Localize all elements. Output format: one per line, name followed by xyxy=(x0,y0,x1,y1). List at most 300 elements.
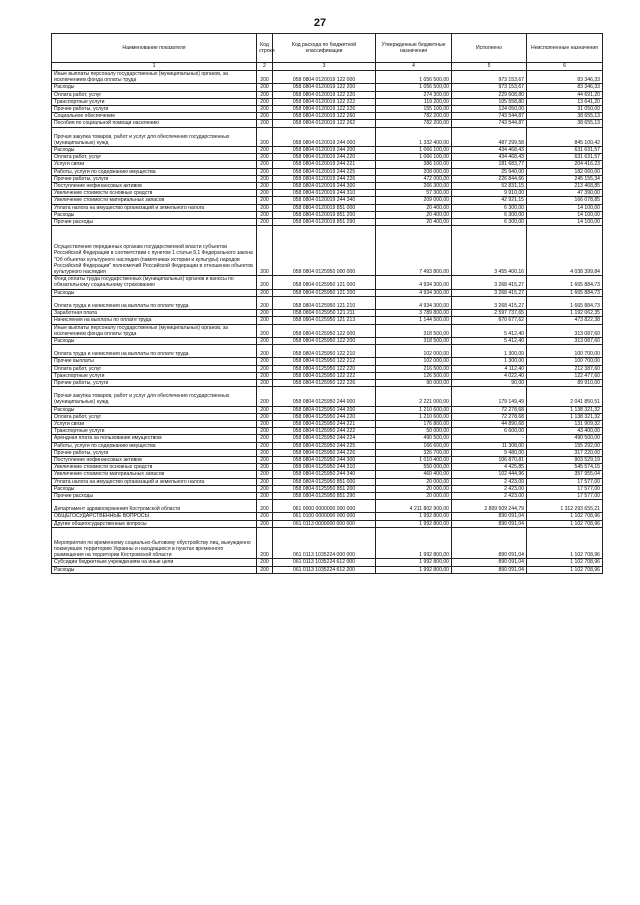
row-unexecuted: 213 468,85 xyxy=(527,183,603,190)
column-number: 2 xyxy=(257,63,273,71)
row-executed: 743 544,87 xyxy=(452,120,527,127)
row-classification-code: 058 0804 0120019 122 222 xyxy=(273,98,376,105)
row-name: Уплата налога на имущество организаций и земельного налога xyxy=(52,204,257,211)
row-classification-code: 058 0804 0120019 244 310 xyxy=(273,190,376,197)
row-name xyxy=(52,387,257,406)
row-executed: 3 455 400,16 xyxy=(452,226,527,276)
row-name: Расходы xyxy=(52,337,257,344)
row-classification-code: 058 0804 0125950 244 226 xyxy=(273,449,376,456)
row-approved: 782 200,00 xyxy=(376,120,452,127)
row-name-text: Департамент здравоохранения Костромской области xyxy=(54,506,181,513)
row-approved: 1 066 100,00 xyxy=(376,154,452,161)
column-number: 1 xyxy=(52,63,257,71)
table-row xyxy=(52,345,603,358)
row-executed: 2 899 509 244,79 xyxy=(452,500,527,513)
row-executed: 434 468,43 xyxy=(452,147,527,154)
row-classification-code: 058 0804 0125950 244 221 xyxy=(273,420,376,427)
row-classification-code: 058 0804 0125950 244 340 xyxy=(273,471,376,478)
row-name xyxy=(52,127,257,146)
row-classification-code: 058 0804 0120019 244 221 xyxy=(273,161,376,168)
row-executed: 2 423,00 xyxy=(452,478,527,485)
table-row xyxy=(52,324,603,337)
table-row xyxy=(52,387,603,406)
table-row xyxy=(52,520,603,527)
row-name: Расходы xyxy=(52,406,257,413)
row-classification-code: 058 0804 0125950 851 290 xyxy=(273,492,376,499)
row-classification-code: 061 0113 1035224 612 200 xyxy=(273,566,376,573)
row-approved: 57 300,00 xyxy=(376,190,452,197)
row-line-code: 200 xyxy=(257,91,273,98)
row-executed: 1 300,00 xyxy=(452,345,527,358)
row-classification-code: 058 0804 0125950 122 222 xyxy=(273,372,376,379)
row-line-code: 200 xyxy=(257,190,273,197)
row-line-code: 200 xyxy=(257,168,273,175)
row-unexecuted: 490 500,00 xyxy=(527,435,603,442)
row-name-text: Прочая закупка товаров, работ и услуг для обеспечения государственных (муниципальных) нужд xyxy=(54,393,230,406)
row-name: Увеличение стоимости основных средств xyxy=(52,464,257,471)
row-line-code: 200 xyxy=(257,485,273,492)
row-classification-code: 058 0804 0120019 244 340 xyxy=(273,197,376,204)
row-line-code: 200 xyxy=(257,161,273,168)
row-name: Расходы xyxy=(52,566,257,573)
row-unexecuted: 1 102 708,96 xyxy=(527,566,603,573)
row-classification-code: 061 0113 0000000 000 000 xyxy=(273,520,376,527)
row-line-code: 200 xyxy=(257,449,273,456)
row-executed: 102 444,96 xyxy=(452,471,527,478)
row-classification-code: 058 0804 0125950 244 224 xyxy=(273,435,376,442)
row-approved: 20 000,00 xyxy=(376,485,452,492)
table-row xyxy=(52,204,603,211)
table-row xyxy=(52,449,603,456)
page-number: 27 xyxy=(313,17,327,29)
row-executed: 4 022,40 xyxy=(452,372,527,379)
row-approved: 1 992 800,00 xyxy=(376,513,452,520)
row-executed: 179 149,49 xyxy=(452,387,527,406)
row-classification-code: 058 0804 0120019 122 000 xyxy=(273,71,376,84)
row-executed: 5 412,40 xyxy=(452,324,527,337)
table-row xyxy=(52,289,603,296)
row-line-code: 200 xyxy=(257,183,273,190)
row-classification-code: 061 0000 0000000 000 000 xyxy=(273,500,376,513)
row-classification-code: 058 0804 0120019 244 300 xyxy=(273,183,376,190)
row-unexecuted: 631 631,57 xyxy=(527,147,603,154)
row-line-code: 200 xyxy=(257,365,273,372)
row-line-code: 200 xyxy=(257,420,273,427)
row-unexecuted: 14 100,00 xyxy=(527,219,603,226)
row-approved: 1 210 600,00 xyxy=(376,413,452,420)
row-unexecuted: 89 910,00 xyxy=(527,379,603,386)
column-number-row xyxy=(52,63,603,71)
row-executed: 2 423,00 xyxy=(452,485,527,492)
row-unexecuted: 1 138 321,32 xyxy=(527,406,603,413)
row-unexecuted: 4 038 399,84 xyxy=(527,226,603,276)
row-unexecuted: 1 665 884,73 xyxy=(527,276,603,289)
row-unexecuted: 47 390,00 xyxy=(527,190,603,197)
row-approved: 386 100,00 xyxy=(376,161,452,168)
row-executed: 44 890,68 xyxy=(452,420,527,427)
row-line-code: 200 xyxy=(257,71,273,84)
row-name: Оплата работ, услуг xyxy=(52,413,257,420)
row-unexecuted: 17 577,00 xyxy=(527,478,603,485)
row-line-code: 200 xyxy=(257,442,273,449)
row-unexecuted: 1 665 884,73 xyxy=(527,296,603,309)
row-approved: 1 010 400,00 xyxy=(376,456,452,463)
row-classification-code: 058 0804 0125950 121 211 xyxy=(273,310,376,317)
row-approved: 490 500,00 xyxy=(376,435,452,442)
row-name xyxy=(52,296,257,309)
row-executed: 3 268 415,27 xyxy=(452,276,527,289)
row-name: Транспортные услуги xyxy=(52,372,257,379)
table-row xyxy=(52,413,603,420)
row-approved: 4 934 300,00 xyxy=(376,296,452,309)
row-approved: 90 000,00 xyxy=(376,379,452,386)
row-line-code: 200 xyxy=(257,84,273,91)
table-row xyxy=(52,183,603,190)
row-executed: 890 091,04 xyxy=(452,566,527,573)
table-row xyxy=(52,98,603,105)
row-approved: 1 992 800,00 xyxy=(376,520,452,527)
row-name: Начисления на выплаты по оплате труда xyxy=(52,317,257,324)
header-executed: Исполнено xyxy=(452,34,527,63)
table-row xyxy=(52,154,603,161)
row-line-code: 200 xyxy=(257,147,273,154)
table-row xyxy=(52,310,603,317)
row-executed: 124 050,00 xyxy=(452,106,527,113)
row-line-code: 200 xyxy=(257,500,273,513)
table-row xyxy=(52,456,603,463)
row-line-code: 200 xyxy=(257,276,273,289)
header-classification-code: Код расхода по бюджетной классификации xyxy=(273,34,376,63)
row-line-code: 200 xyxy=(257,345,273,358)
row-classification-code: 058 0804 0125950 121 213 xyxy=(273,317,376,324)
row-name: Прочие работы, услуги xyxy=(52,106,257,113)
row-classification-code: 061 0113 1035224 000 000 xyxy=(273,527,376,559)
row-unexecuted: 44 691,20 xyxy=(527,91,603,98)
row-approved: 2 221 000,00 xyxy=(376,387,452,406)
row-approved: 102 000,00 xyxy=(376,358,452,365)
row-executed: 4 112,40 xyxy=(452,365,527,372)
row-approved: 102 000,00 xyxy=(376,345,452,358)
row-approved: 1 992 800,00 xyxy=(376,566,452,573)
row-line-code: 200 xyxy=(257,513,273,520)
row-line-code: 200 xyxy=(257,113,273,120)
row-name: Прочие работы, услуги xyxy=(52,175,257,182)
table-body xyxy=(52,71,603,574)
row-line-code: 200 xyxy=(257,478,273,485)
table-row xyxy=(52,435,603,442)
row-approved: 1 332 400,00 xyxy=(376,127,452,146)
row-classification-code: 058 0804 0125950 121 000 xyxy=(273,276,376,289)
row-executed: 2 597 737,65 xyxy=(452,310,527,317)
row-classification-code: 058 0804 0120019 244 226 xyxy=(273,175,376,182)
row-line-code: 200 xyxy=(257,337,273,344)
row-unexecuted: 473 822,38 xyxy=(527,317,603,324)
row-line-code: 200 xyxy=(257,289,273,296)
row-classification-code: 058 0804 0120019 122 262 xyxy=(273,120,376,127)
row-approved: 266 300,00 xyxy=(376,183,452,190)
row-approved: 126 500,00 xyxy=(376,372,452,379)
table-row xyxy=(52,211,603,218)
row-unexecuted: 313 087,60 xyxy=(527,324,603,337)
row-line-code: 200 xyxy=(257,406,273,413)
row-name: Оплата работ, услуг xyxy=(52,154,257,161)
table-row xyxy=(52,197,603,204)
row-classification-code: 058 0804 0120019 122 260 xyxy=(273,113,376,120)
row-unexecuted: 845 100,42 xyxy=(527,127,603,146)
table-row xyxy=(52,513,603,520)
row-line-code: 200 xyxy=(257,154,273,161)
row-name xyxy=(52,527,257,559)
row-classification-code: 058 0804 0125950 244 225 xyxy=(273,442,376,449)
row-unexecuted: 131 909,32 xyxy=(527,420,603,427)
table-header-row xyxy=(52,34,603,63)
row-approved: 4 934 300,00 xyxy=(376,276,452,289)
row-name: Транспортные услуги xyxy=(52,428,257,435)
row-classification-code: 058 0804 0125950 244 222 xyxy=(273,428,376,435)
row-approved: 1 066 100,00 xyxy=(376,147,452,154)
column-number: 3 xyxy=(273,63,376,71)
row-unexecuted: 1 102 708,96 xyxy=(527,520,603,527)
row-name: ОБЩЕГОСУДАРСТВЕННЫЕ ВОПРОСЫ xyxy=(52,513,257,520)
row-unexecuted: 17 577,00 xyxy=(527,492,603,499)
row-approved: 4 211 802 900,00 xyxy=(376,500,452,513)
row-name: Транспортные услуги xyxy=(52,98,257,105)
row-executed: 890 091,04 xyxy=(452,527,527,559)
table-row xyxy=(52,276,603,289)
row-unexecuted: 13 641,20 xyxy=(527,98,603,105)
row-unexecuted: 43 400,00 xyxy=(527,428,603,435)
row-executed: 6 300,00 xyxy=(452,219,527,226)
row-line-code: 200 xyxy=(257,492,273,499)
row-executed: 11 308,00 xyxy=(452,442,527,449)
row-classification-code: 058 0804 0120019 851 200 xyxy=(273,211,376,218)
row-name: Расходы xyxy=(52,211,257,218)
row-name: Увеличение стоимости материальных запасов xyxy=(52,197,257,204)
row-line-code: 200 xyxy=(257,175,273,182)
row-executed: 434 468,43 xyxy=(452,154,527,161)
row-unexecuted: 122 477,60 xyxy=(527,372,603,379)
row-name: Иные выплаты персоналу государственных (муниципальных) органов, за исключением фонда оплаты труда xyxy=(52,324,257,337)
table-row xyxy=(52,406,603,413)
row-classification-code: 058 0804 0125950 244 200 xyxy=(273,406,376,413)
row-executed: 1 300,00 xyxy=(452,358,527,365)
row-unexecuted: 83 346,33 xyxy=(527,84,603,91)
row-name: Социальное обеспечение xyxy=(52,113,257,120)
row-line-code: 200 xyxy=(257,226,273,276)
row-approved: 20 000,00 xyxy=(376,492,452,499)
row-executed: 3 268 415,27 xyxy=(452,289,527,296)
row-approved: 20 400,00 xyxy=(376,211,452,218)
row-name-text: Оплата труда и начисления на выплаты по оплате труда xyxy=(54,302,189,309)
table-row xyxy=(52,464,603,471)
row-unexecuted: 631 631,57 xyxy=(527,154,603,161)
row-approved: 1 056 500,00 xyxy=(376,84,452,91)
row-line-code: 200 xyxy=(257,379,273,386)
row-name: Увеличение стоимости основных средств xyxy=(52,190,257,197)
row-executed: 72 278,68 xyxy=(452,406,527,413)
table-row xyxy=(52,296,603,309)
table-row xyxy=(52,527,603,559)
row-line-code: 200 xyxy=(257,471,273,478)
table-row xyxy=(52,317,603,324)
row-name-text: Оплата труда и начисления на выплаты по оплате труда xyxy=(54,351,189,358)
row-approved: 176 800,00 xyxy=(376,420,452,427)
row-line-code: 200 xyxy=(257,527,273,559)
row-line-code: 200 xyxy=(257,520,273,527)
row-unexecuted: 166 078,85 xyxy=(527,197,603,204)
table-row xyxy=(52,337,603,344)
row-name xyxy=(52,345,257,358)
row-approved: 1 056 500,00 xyxy=(376,71,452,84)
row-approved: 460 400,00 xyxy=(376,471,452,478)
row-unexecuted: 357 955,04 xyxy=(527,471,603,478)
header-indicator-name: Наименование показателя xyxy=(52,34,257,63)
row-executed: 52 831,15 xyxy=(452,183,527,190)
row-line-code: 200 xyxy=(257,204,273,211)
table-row xyxy=(52,190,603,197)
row-unexecuted: 38 655,13 xyxy=(527,120,603,127)
row-approved: 1 992 800,00 xyxy=(376,527,452,559)
row-classification-code: 058 0804 0125950 851 200 xyxy=(273,485,376,492)
row-unexecuted: 1 312 293 655,21 xyxy=(527,500,603,513)
row-executed: 9 910,00 xyxy=(452,190,527,197)
row-line-code: 200 xyxy=(257,219,273,226)
row-name: Прочие работы, услуги xyxy=(52,449,257,456)
table-row xyxy=(52,120,603,127)
row-line-code: 200 xyxy=(257,296,273,309)
row-classification-code: 058 0804 0125950 000 000 xyxy=(273,226,376,276)
row-classification-code: 058 0804 0125950 122 200 xyxy=(273,337,376,344)
row-executed: 890 091,04 xyxy=(452,513,527,520)
row-executed: 25 940,00 xyxy=(452,168,527,175)
row-line-code: 200 xyxy=(257,435,273,442)
row-name: Расходы xyxy=(52,289,257,296)
row-classification-code: 061 0100 0000000 000 000 xyxy=(273,513,376,520)
row-approved: 119 200,00 xyxy=(376,98,452,105)
row-classification-code: 058 0804 0120019 244 200 xyxy=(273,147,376,154)
row-classification-code: 058 0804 0120019 122 220 xyxy=(273,91,376,98)
row-executed: 9 480,00 xyxy=(452,449,527,456)
budget-execution-table xyxy=(51,33,603,574)
row-name-text: Осуществление переданных органам государственной власти субъектов Российской Федерации в соответствии с пунктом 1 статьи 9.1 Федерального закона "Об объектах культурного наследия (памятниках истории и культуры) народов Российской Федерации" полномочий Российской Федерации в отношении объектов культурного наследия xyxy=(54,244,253,276)
row-unexecuted: 313 087,60 xyxy=(527,337,603,344)
row-executed: 4 425,85 xyxy=(452,464,527,471)
row-classification-code: 058 0804 0125950 122 000 xyxy=(273,324,376,337)
row-approved: 1 144 500,00 xyxy=(376,317,452,324)
row-unexecuted: 182 060,00 xyxy=(527,168,603,175)
table-row xyxy=(52,219,603,226)
row-approved: 20 000,00 xyxy=(376,478,452,485)
row-classification-code: 058 0804 0120019 122 200 xyxy=(273,84,376,91)
row-name: Оплата работ, услуг xyxy=(52,91,257,98)
row-name: Работы, услуги по содержанию имущества xyxy=(52,442,257,449)
row-executed: 890 091,04 xyxy=(452,559,527,566)
row-line-code: 200 xyxy=(257,428,273,435)
row-name: Работы, услуги по содержанию имущества xyxy=(52,168,257,175)
table-row xyxy=(52,485,603,492)
row-classification-code: 058 0804 0125950 121 210 xyxy=(273,296,376,309)
table-row xyxy=(52,161,603,168)
table-row xyxy=(52,226,603,276)
row-line-code: 200 xyxy=(257,559,273,566)
row-classification-code: 058 0804 0120019 851 290 xyxy=(273,219,376,226)
row-name: Поступление нефинансовых активов xyxy=(52,456,257,463)
row-executed: 890 091,04 xyxy=(452,520,527,527)
row-name xyxy=(52,500,257,513)
row-approved: 326 700,00 xyxy=(376,449,452,456)
row-approved: 1 992 800,00 xyxy=(376,559,452,566)
row-name: Расходы xyxy=(52,84,257,91)
table-row xyxy=(52,428,603,435)
row-name: Прочие выплаты xyxy=(52,358,257,365)
row-approved: 209 000,00 xyxy=(376,197,452,204)
row-line-code: 200 xyxy=(257,413,273,420)
row-unexecuted: 545 574,15 xyxy=(527,464,603,471)
row-classification-code: 058 0804 0125950 122 226 xyxy=(273,379,376,386)
column-number: 6 xyxy=(527,63,603,71)
row-name: Другие общегосударственные вопросы xyxy=(52,520,257,527)
row-classification-code: 058 0804 0120019 122 226 xyxy=(273,106,376,113)
row-executed: 2 423,00 xyxy=(452,492,527,499)
row-executed: 226 844,66 xyxy=(452,175,527,182)
table-row xyxy=(52,559,603,566)
row-executed: 181 683,77 xyxy=(452,161,527,168)
table-row xyxy=(52,420,603,427)
row-executed: 973 153,67 xyxy=(452,71,527,84)
table-row xyxy=(52,492,603,499)
row-name: Арендная плата за пользование имуществом xyxy=(52,435,257,442)
table-row xyxy=(52,379,603,386)
row-executed: 229 608,80 xyxy=(452,91,527,98)
row-line-code: 200 xyxy=(257,456,273,463)
row-executed: 90,00 xyxy=(452,379,527,386)
row-approved: 4 934 300,00 xyxy=(376,289,452,296)
header-unexecuted: Неисполненные назначения xyxy=(527,34,603,63)
row-executed: 105 558,80 xyxy=(452,98,527,105)
row-name: Прочие расходы xyxy=(52,492,257,499)
table-row xyxy=(52,372,603,379)
row-classification-code: 058 0804 0125950 244 220 xyxy=(273,413,376,420)
row-name: Услуги связи xyxy=(52,420,257,427)
row-unexecuted: 1 138 321,32 xyxy=(527,413,603,420)
row-name: Расходы xyxy=(52,147,257,154)
row-approved: 166 600,00 xyxy=(376,442,452,449)
row-unexecuted: 100 700,00 xyxy=(527,358,603,365)
row-unexecuted: 1 102 708,96 xyxy=(527,527,603,559)
table-row xyxy=(52,106,603,113)
row-name: Иные выплаты персоналу государственных (муниципальных) органов, за исключением фонда оплаты труда xyxy=(52,71,257,84)
row-approved: 20 400,00 xyxy=(376,204,452,211)
row-classification-code: 058 0804 0120019 244 000 xyxy=(273,127,376,146)
table-row xyxy=(52,84,603,91)
row-name: Пособия по социальной помощи населению xyxy=(52,120,257,127)
row-approved: 472 000,00 xyxy=(376,175,452,182)
row-unexecuted: 212 387,60 xyxy=(527,365,603,372)
row-name: Увеличение стоимости материальных запасов xyxy=(52,471,257,478)
row-classification-code: 058 0804 0125950 244 310 xyxy=(273,464,376,471)
row-executed: 487 299,58 xyxy=(452,127,527,146)
row-name: Уплата налога на имущество организаций и земельного налога xyxy=(52,478,257,485)
row-line-code: 200 xyxy=(257,358,273,365)
row-line-code: 200 xyxy=(257,211,273,218)
row-line-code: 200 xyxy=(257,127,273,146)
row-approved: 7 493 800,00 xyxy=(376,226,452,276)
row-executed: 6 300,00 xyxy=(452,204,527,211)
row-classification-code: 058 0804 0125950 244 300 xyxy=(273,456,376,463)
table-row xyxy=(52,478,603,485)
row-approved: 1 210 600,00 xyxy=(376,406,452,413)
column-number: 4 xyxy=(376,63,452,71)
